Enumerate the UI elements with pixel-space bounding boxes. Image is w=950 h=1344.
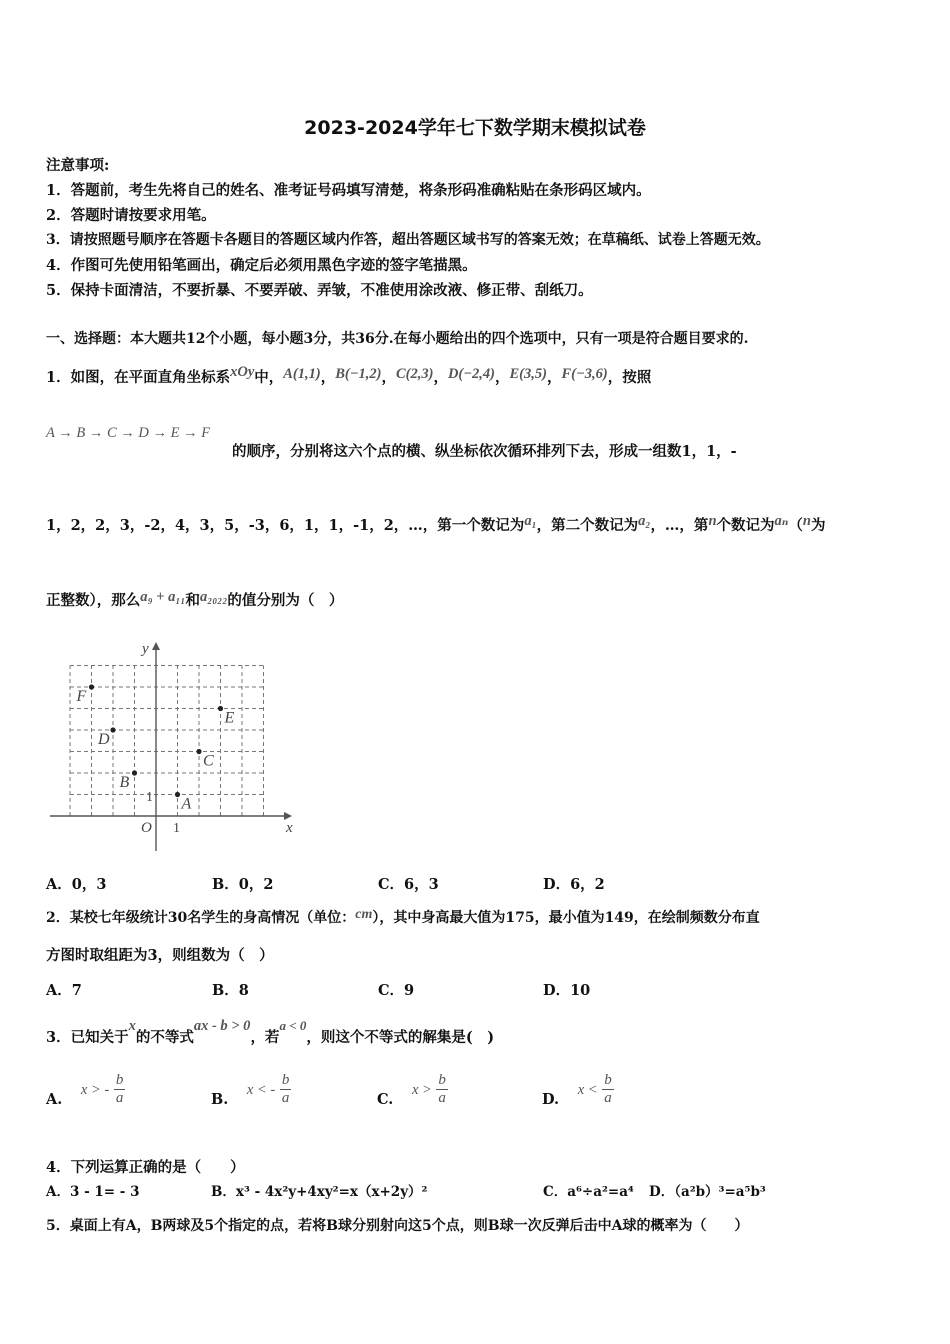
point-c-coord: C(2,3)	[395, 366, 434, 382]
q1-line3	[46, 514, 826, 535]
q1-text: 和	[185, 592, 200, 609]
q1-text: 1，2，2，3，-2，4，3，5，-3，6，1，1，-1，2，…，第一个数记为	[46, 517, 525, 534]
q1-text: 的值分别为（ ）	[227, 592, 344, 609]
option-letter: A.	[46, 1090, 63, 1108]
point-label-b: B	[119, 774, 130, 791]
point-b-coord: B(−1,2)	[335, 366, 382, 382]
q1-text: 中，	[254, 369, 284, 386]
q2-option-a[interactable]: A．7	[46, 982, 82, 999]
notice-item: 5．保持卡面清洁，不要折暴、不要弄破、弄皱，不准使用涂改液、修正带、刮纸刀。	[46, 282, 593, 299]
comma: ，	[320, 369, 336, 386]
q3-option-a[interactable]	[46, 1072, 125, 1107]
q1-text: ，…，第	[650, 517, 709, 534]
point-d-coord: D(−2,4)	[447, 366, 495, 382]
point-f	[89, 684, 94, 689]
comma: ，	[381, 369, 396, 386]
denominator: a	[281, 1090, 290, 1106]
fraction-b-over-a	[114, 1072, 126, 1107]
numerator: b	[438, 1072, 446, 1088]
point-f-coord: F(−3,6)	[561, 366, 608, 382]
sum-expression: a₉ + a₁₁	[140, 589, 186, 605]
numerator: b	[604, 1072, 612, 1088]
an-symbol: aₙ	[774, 513, 789, 529]
q1-line1	[46, 366, 651, 387]
q4-option-b[interactable]: B．x³ - 4x²y+4xy²=x（x+2y）²	[211, 1184, 428, 1200]
q2-text: 2．某校七年级统计30名学生的身高情况（单位：	[46, 910, 356, 926]
q1-text: 为	[811, 517, 826, 534]
notice-item: 1．答题前，考生先将自己的姓名、准考证号码填写清楚，将条形码准确粘贴在条形码区域内。	[46, 182, 651, 199]
numerator: b	[115, 1072, 124, 1088]
notice-item: 2．答题时请按要求用笔。	[46, 207, 216, 224]
q3-option-c[interactable]	[377, 1072, 448, 1107]
fraction-b-over-a	[602, 1072, 614, 1107]
coordinate-graph	[40, 636, 300, 856]
x-tick-label: 1	[173, 821, 180, 836]
n-symbol: n	[708, 513, 717, 529]
q1-text: （	[788, 517, 803, 534]
x-symbol: x	[128, 1018, 136, 1034]
point-label-d: D	[98, 731, 110, 748]
point-label-a: A	[181, 795, 192, 813]
q2-option-c[interactable]: C．9	[378, 982, 415, 999]
q3-text: ，则这个不等式的解集是( )	[306, 1029, 495, 1046]
comma: ，	[433, 369, 448, 386]
q1-line2: 的顺序，分别将这六个点的横、纵坐标依次循环排列下去，形成一组数1，1，-	[232, 443, 737, 460]
page-title: 2023-2024学年七下数学期末模拟试卷	[304, 117, 646, 139]
q1-xoy: xOy	[230, 364, 255, 380]
point-c	[196, 749, 201, 754]
a1-symbol: a₁	[524, 513, 537, 529]
point-label-c: C	[203, 752, 214, 770]
q1-option-d[interactable]: D．6，2	[543, 876, 605, 893]
option-lhs: x <	[577, 1081, 598, 1098]
q5-stem: 5．桌面上有A，B两球及5个指定的点，若将B球分别射向这5个点，则B球一次反弹后击中A球的概率为（ ）	[46, 1218, 749, 1234]
x-axis-label: x	[286, 820, 293, 836]
q1-text: ，按照	[607, 369, 652, 386]
x-axis-arrow	[284, 812, 292, 820]
q3-stem	[46, 1018, 495, 1047]
q3-text: 的不等式	[135, 1029, 194, 1046]
origin-label: O	[141, 820, 152, 836]
q1-sequence: A → B → C → D → E → F	[46, 425, 211, 441]
section-heading: 一、选择题：本大题共12个小题，每小题3分，共36分.在每小题给出的四个选项中，只有一项是符合题目要求的.	[46, 331, 749, 347]
q2-line2: 方图时取组距为3，则组数为（ ）	[46, 947, 274, 964]
q3-option-b[interactable]	[211, 1072, 291, 1107]
q1-text: ，第二个数记为	[536, 517, 639, 534]
q3-text: ，若	[250, 1029, 280, 1046]
q3-option-d[interactable]	[542, 1072, 614, 1107]
y-axis-arrow	[152, 642, 160, 650]
denominator: a	[604, 1090, 612, 1106]
q1-text: 正整数），那么	[46, 592, 141, 609]
a2022-symbol: a₂₀₂₂	[199, 589, 228, 605]
q2-option-d[interactable]: D．10	[543, 982, 591, 999]
condition: a < 0	[279, 1018, 307, 1033]
denominator: a	[438, 1090, 446, 1106]
q1-text: 个数记为	[716, 517, 775, 534]
y-tick-label: 1	[146, 790, 153, 805]
q1-option-b[interactable]: B．0，2	[212, 876, 274, 893]
notice-item: 4．作图可先使用铅笔画出，确定后必须用黑色字迹的签字笔描黑。	[46, 257, 477, 274]
option-lhs: x >	[411, 1081, 432, 1098]
q2-option-b[interactable]: B．8	[212, 982, 249, 999]
option-letter: B.	[211, 1090, 229, 1108]
q3-text: 3．已知关于	[46, 1029, 129, 1046]
denominator: a	[115, 1090, 124, 1106]
point-e-coord: E(3,5)	[509, 366, 547, 382]
option-letter: D.	[542, 1090, 560, 1108]
q2-line1	[46, 907, 760, 927]
n-symbol: n	[802, 513, 811, 529]
point-label-e: E	[224, 709, 235, 727]
notice-heading: 注意事项:	[46, 157, 110, 174]
q1-line4	[46, 589, 343, 610]
inequality: ax - b > 0	[193, 1018, 251, 1034]
point-d	[110, 727, 115, 732]
point-a	[175, 792, 180, 797]
q4-stem: 4．下列运算正确的是（ ）	[46, 1159, 245, 1176]
q1-option-c[interactable]: C．6，3	[378, 876, 439, 893]
q4-option-c[interactable]: C．a⁶÷a²=a⁴	[543, 1184, 634, 1200]
option-lhs: x > -	[80, 1081, 110, 1098]
y-axis-label: y	[142, 641, 149, 657]
point-b	[132, 770, 137, 775]
comma: ，	[546, 369, 562, 386]
q4-option-a[interactable]: A．3 - 1= - 3	[46, 1184, 140, 1200]
option-letter: C.	[377, 1090, 394, 1108]
q4-option-d[interactable]: D．（a²b）³=a⁵b³	[649, 1184, 766, 1200]
q1-option-a[interactable]: A．0，3	[46, 876, 107, 893]
option-lhs: x < -	[246, 1081, 276, 1098]
point-e	[218, 706, 223, 711]
fraction-b-over-a	[436, 1072, 448, 1107]
q2-text: ），其中身高最大值为175，最小值为149，在绘制频数分布直	[372, 910, 760, 926]
fraction-b-over-a	[280, 1072, 292, 1107]
unit-cm: cm	[355, 907, 373, 922]
notice-item: 3．请按照题号顺序在答题卡各题目的答题区域内作答，超出答题区域书写的答案无效；在草稿纸、试卷上答题无效。	[46, 232, 770, 248]
comma: ，	[495, 369, 510, 386]
q1-text: 1．如图，在平面直角坐标系	[46, 369, 231, 386]
a2-symbol: a₂	[638, 513, 651, 529]
point-a-coord: A(1,1)	[283, 366, 321, 382]
point-label-f: F	[76, 688, 87, 705]
numerator: b	[281, 1072, 290, 1088]
